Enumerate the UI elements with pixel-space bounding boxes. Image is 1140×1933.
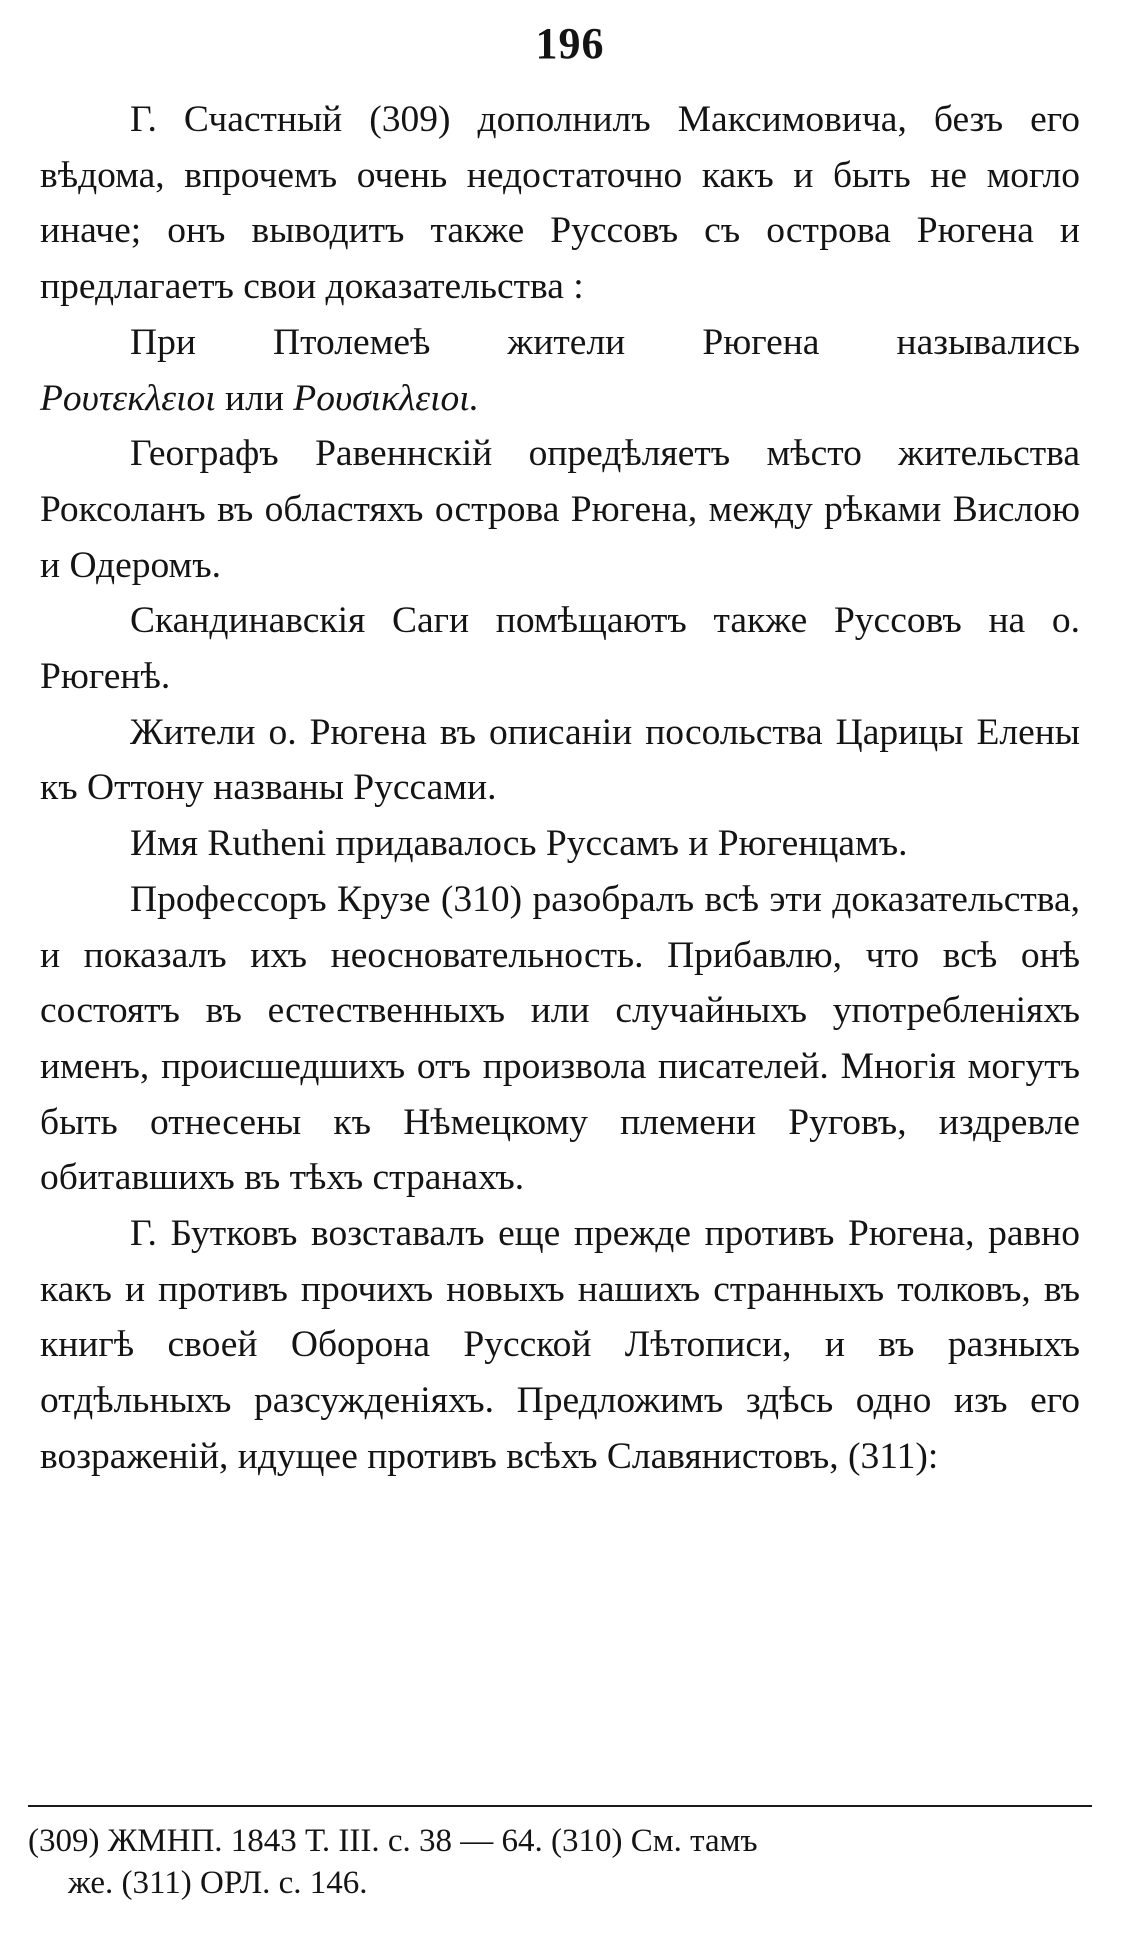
connector-text: или [215,377,294,419]
greek-word: Ρουτεκλειοι [40,377,216,419]
footnote-line: же. (311) ОРЛ. с. 146. [68,1865,368,1901]
paragraph: Жители о. Рюгена въ описаніи посольства Царицы Елены къ Оттону названы Руссами. [40,711,1080,809]
paragraph-greek-names [40,371,1080,427]
paragraph: Географъ Равеннскій опредѣляетъ мѣсто жительства Роксоланъ въ областяхъ острова Рюгена, между рѣками Вислою и Одеромъ. [40,433,1080,586]
footnote-divider [28,1805,1092,1807]
paragraph: Профессоръ Крузе (310) разобралъ всѣ эти доказательства, и показалъ ихъ неосновательность. Прибавлю, что всѣ онѣ состоятъ въ естественныхъ или случайныхъ употребленіяхъ именъ, происшедшихъ отъ произвола писателей. Многія могутъ быть отнесены къ Нѣмецкому племени Руговъ, издревле обитавшихъ въ тѣхъ странахъ. [40,878,1080,1199]
paragraph: Г. Бутковъ возставалъ еще прежде противъ Рюгена, равно какъ и противъ прочихъ новыхъ нашихъ странныхъ толковъ, въ книгѣ своей Оборона Русской Лѣтописи, и въ разныхъ отдѣльныхъ разсужденіяхъ. Предложимъ здѣсь одно изъ его возраженій, идущее противъ всѣхъ Славянистовъ, (311): [40,1213,1080,1477]
main-text [40,92,1080,1485]
footnotes [28,1820,1092,1904]
paragraph: Имя Rutheni придавалось Руссамъ и Рюгенцамъ. [130,823,908,865]
footnote-line: (309) ЖМНП. 1843 Т. III. с. 38 — 64. (310) См. тамъ [28,1823,758,1859]
greek-word: Ρουσικλειοι. [293,377,480,419]
page-number: 196 [535,19,605,68]
paragraph: При Птолемеѣ жители Рюгена назывались [130,321,1080,363]
paragraph: Г. Счастный (309) дополнилъ Максимовича, безъ его вѣдома, впрочемъ очень недостаточно какъ и быть не могло иначе; онъ выводитъ также Руссовъ съ острова Рюгена и предлагаетъ свои доказательства : [40,99,1080,308]
paragraph: Скандинавскія Саги помѣщаютъ также Руссовъ на о. Рюгенѣ. [40,600,1080,698]
